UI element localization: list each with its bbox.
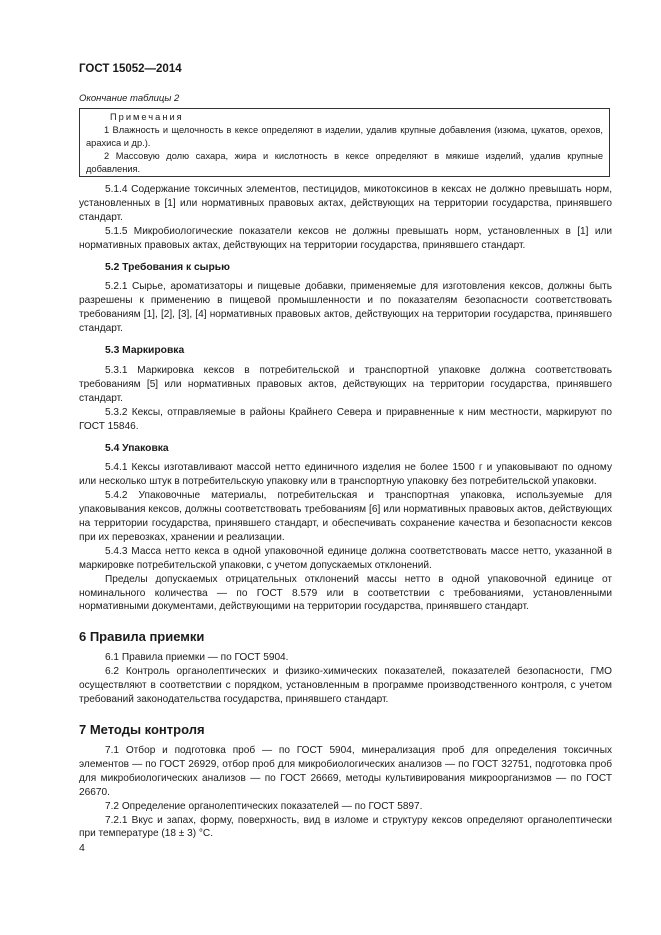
paragraph-7-2-1: 7.2.1 Вкус и запах, форму, поверхность, вид в изломе и структуру кексов определяют органолептически при температуре (18 ± 3) °С. bbox=[79, 814, 612, 840]
paragraph-6-2: 6.2 Контроль органолептических и физико-химических показателей, показателей безопасности, ГМО осуществляют в соответствии с порядком, установленным в программе производственного контроля, с учетом требований законодательства государства, принявшего стандарт. bbox=[79, 666, 612, 706]
heading-5-4: 5.4 Упаковка bbox=[105, 442, 169, 454]
paragraph-7-2: 7.2 Определение органолептических показателей — по ГОСТ 5897. bbox=[105, 800, 423, 812]
paragraph-5-4-2: 5.4.2 Упаковочные материалы, потребительская и транспортная упаковка, используемые для упаковывания кексов, должны соответствовать требованиям [6] или нормативных правовых актов, действующих на территории государства, принявшего стандарт, и обеспечивать сохранение качества и безопасности кексов при их перевозках, хранении и реализации. bbox=[79, 490, 612, 543]
heading-section-7: 7 Методы контроля bbox=[79, 722, 205, 737]
paragraph-5-4-3-tolerances: Пределы допускаемых отрицательных отклонений массы нетто в одной упаковочной единице от номинального количества — по ГОСТ 8.579 или в соответствии с требованиями, установленными нормативными документами, действующими на территории государства, принявшего стандарт. bbox=[79, 573, 612, 613]
document-body bbox=[79, 183, 612, 841]
heading-5-3: 5.3 Маркировка bbox=[105, 345, 185, 357]
paragraph-5-4-1: 5.4.1 Кексы изготавливают массой нетто единичного изделия не более 1500 г и упаковывают по одному или несколько штук в потребительскую упаковку или в транспортную упаковку без потребительской упаковки. bbox=[79, 462, 612, 488]
heading-section-6: 6 Правила приемки bbox=[79, 629, 205, 645]
paragraph-6-1: 6.1 Правила приемки — по ГОСТ 5904. bbox=[105, 652, 289, 664]
paragraph-5-3-1: 5.3.1 Маркировка кексов в потребительской и транспортной упаковке должна соответствовать требованиям [5] или нормативных правовых актов, действующих на территории государства, принявшего стандарт. bbox=[79, 364, 612, 404]
paragraph-7-1: 7.1 Отбор и подготовка проб — по ГОСТ 5904, минерализация проб для определения токсичных элементов — по ГОСТ 26929, отбор проб для микробиологических анализов — по ГОСТ 32751, подготовка проб для микробиологических анализов — по ГОСТ 26669, методы культивирования микроорганизмов — по ГОСТ 26670. bbox=[79, 745, 612, 798]
paragraph-5-4-3: 5.4.3 Масса нетто кекса в одной упаковочной единице должна соответствовать массе нетто, указанной в маркировке потребительской упаковки, с учетом допускаемых отклонений. bbox=[79, 545, 612, 571]
notes-box bbox=[79, 108, 610, 177]
notes-title: Примечания bbox=[110, 112, 184, 122]
paragraph-5-2-1: 5.2.1 Сырье, ароматизаторы и пищевые добавки, применяемые для изготовления кексов, должны быть разрешены к применению в пищевой промышленности и по показателям безопасности соответствовать требованиям [1], [2], [3], [4] нормативных правовых актов, действующих на территории государства, принявшего стандарт. bbox=[79, 281, 612, 335]
table-continuation-caption: Окончание таблицы 2 bbox=[79, 93, 180, 104]
paragraph-5-3-2: 5.3.2 Кексы, отправляемые в районы Крайнего Севера и приравненные к ним местности, маркируют по ГОСТ 15846. bbox=[79, 406, 612, 432]
note-item-1: 1 Влажность и щелочность в кексе определяют в изделии, удалив крупные добавления (изюма, цукатов, орехов, арахиса и др.). bbox=[86, 125, 603, 148]
paragraph-5-1-4: 5.1.4 Содержание токсичных элементов, пестицидов, микотоксинов в кексах не должно превышать норм, установленных в [1] или нормативных правовых актах, действующих на территории государства, принявшего стандарт. bbox=[79, 184, 612, 223]
document-header: ГОСТ 15052—2014 bbox=[79, 63, 182, 75]
paragraph-5-1-5: 5.1.5 Микробиологические показатели кексов не должны превышать норм, установленных в [1] или нормативных правовых актах, действующих на территории государства, принявшего стандарт. bbox=[79, 225, 612, 251]
note-item-2: 2 Массовую долю сахара, жира и кислотность в кексе определяют в мякише изделий, удалив крупные добавления. bbox=[86, 151, 603, 174]
heading-5-2: 5.2 Требования к сырью bbox=[105, 261, 230, 273]
page-number: 4 bbox=[79, 842, 85, 854]
